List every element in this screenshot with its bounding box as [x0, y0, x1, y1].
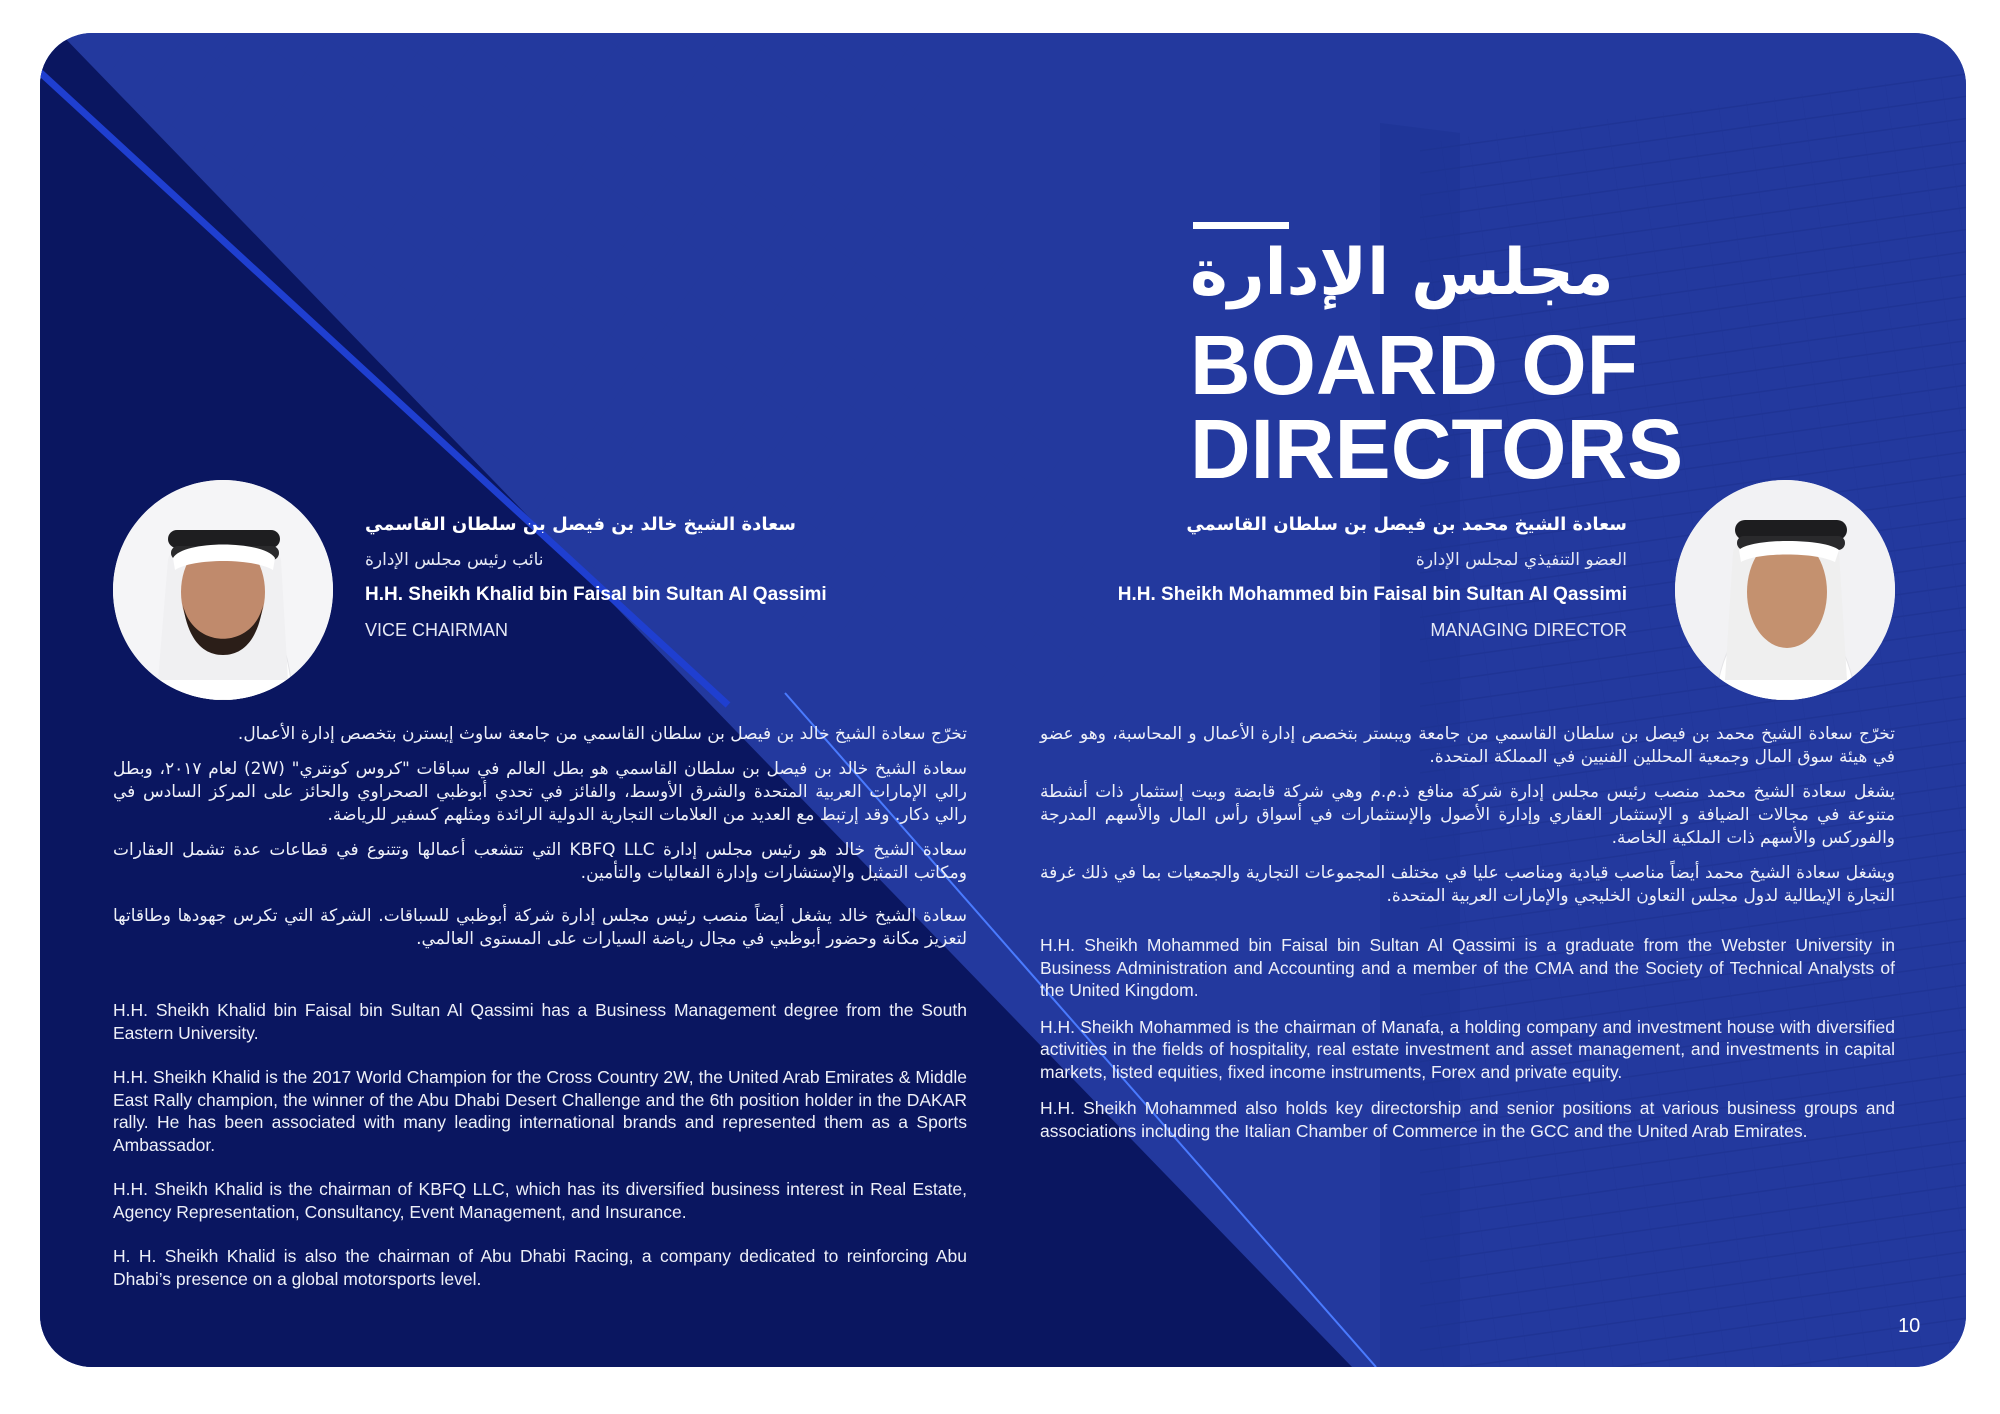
page-title — [1190, 318, 1684, 496]
bio-paragraph: H.H. Sheikh Khalid is the 2017 World Champion for the Cross Country 2W, the United Arab Emirates & Middle East Rally champion, the winner of the Abu Dhabi Desert Challenge and the 6th position holder in the DAKAR rally. He has been associated with many leading international brands and represented them as a Sports Ambassador. — [113, 1067, 967, 1155]
director-name-arabic: سعادة الشيخ خالد بن فيصل بن سلطان القاسمي — [365, 514, 796, 535]
bio-paragraph-arabic: تخرّج سعادة الشيخ محمد بن فيصل بن سلطان القاسمي من جامعة ويبستر بتخصص إدارة الأعمال و المحاسبة، وهو عضو في هيئة سوق المال وجمعية المحللين الفنيين في المملكة المتحدة. — [1040, 724, 1895, 767]
bio-column-vice-chairman — [113, 723, 967, 1312]
director-header-managing-director — [1040, 513, 1627, 642]
bio-column-managing-director — [1040, 723, 1895, 1156]
bio-paragraph: H.H. Sheikh Khalid is the chairman of KBFQ LLC, which has its diversified business interest in Real Estate, Agency Representation, Consultancy, Event Management, and Insurance. — [113, 1179, 967, 1222]
bio-paragraph: H.H. Sheikh Mohammed also holds key directorship and senior positions at various business groups and associations including the Italian Chamber of Commerce in the GCC and the United Arab Emirates. — [1040, 1098, 1895, 1141]
bio-paragraph-arabic: سعادة الشيخ خالد بن فيصل بن سلطان القاسمي هو بطل العالم في سباقات "كروس كونتري" (2W) لعام ٢٠١٧، وبطل رالي الإمارات العربية المتحدة والشرق الأوسط، والفائز في تحدي أبوظبي الصحراوي والحائز على المركز السادس في رالي دكار. وقد إرتبط مع العديد من العلامات التجارية الدولية الرائدة ومثلهم كسفير للرياضة. — [113, 759, 968, 825]
bio-paragraph-arabic: تخرّج سعادة الشيخ خالد بن فيصل بن سلطان القاسمي من جامعة ساوث إيسترن بتخصص إدارة الأعمال. — [237, 724, 967, 744]
director-role: MANAGING DIRECTOR — [1430, 620, 1627, 640]
bio-paragraph: H.H. Sheikh Mohammed is the chairman of Manafa, a holding company and investment house with diversified activities in the fields of hospitality, real estate investment and asset management, and investments in capital markets, listed equities, fixed income instruments, Forex and private equity. — [1040, 1016, 1895, 1082]
director-name: H.H. Sheikh Khalid bin Faisal bin Sultan Al Qassimi — [365, 584, 827, 605]
director-role-arabic: نائب رئيس مجلس الإدارة — [365, 550, 544, 570]
bio-english — [113, 999, 967, 1290]
page-title-arabic: مجلس الإدارة — [1190, 236, 1614, 310]
bio-arabic — [1040, 723, 1895, 908]
bio-paragraph: H.H. Sheikh Khalid bin Faisal bin Sultan Al Qassimi has a Business Management degree from the South Eastern University. — [113, 1000, 967, 1043]
page-title-line-1: BOARD OF — [1190, 318, 1638, 412]
page-spread — [40, 33, 1966, 1367]
director-role-arabic: العضو التنفيذي لمجلس الإدارة — [1415, 550, 1627, 570]
portrait-managing-director — [1675, 480, 1895, 700]
director-header-vice-chairman — [365, 513, 905, 642]
bio-paragraph-arabic: سعادة الشيخ خالد هو رئيس مجلس إدارة KBFQ LLC التي تتشعب أعمالها وتتنوع في قطاعات عدة تشمل العقارات ومكاتب التمثيل والإستشارات وإدارة الفعاليات والتأمين. — [113, 840, 967, 883]
bio-paragraph-arabic: سعادة الشيخ خالد يشغل أيضاً منصب رئيس مجلس إدارة شركة أبوظبي للسباقات. الشركة التي تكرس جهودها وطاقاتها لتعزيز مكانة وحضور أبوظبي في مجال رياضة السيارات على المستوى العالمي. — [113, 906, 967, 949]
bio-paragraph-arabic: يشغل سعادة الشيخ محمد منصب رئيس مجلس إدارة شركة منافع ذ.م.م وهي شركة قابضة وبيت إستثمار ذات أنشطة متنوعة في مجالات الضيافة و الإستثمار العقاري وإدارة الأصول والإستثمارات في أسواق رأس المال والأسهم المدرجة والفوركس والأسهم ذات الملكية الخاصة. — [1040, 782, 1895, 848]
page-title-line-2: DIRECTORS — [1190, 402, 1684, 496]
director-role: VICE CHAIRMAN — [365, 620, 509, 640]
person-photo-icon — [113, 480, 333, 700]
title-accent-bar — [1193, 222, 1289, 229]
director-name-arabic: سعادة الشيخ محمد بن فيصل بن سلطان القاسمي — [1186, 514, 1627, 535]
person-photo-icon — [1675, 480, 1895, 700]
bio-paragraph-arabic: ويشغل سعادة الشيخ محمد أيضاً مناصب قيادية ومناصب عليا في مختلف المجموعات التجارية والجمعيات بما في ذلك غرفة التجارة الإيطالية لدول مجلس التعاون الخليجي والإمارات العربية المتحدة. — [1040, 863, 1895, 906]
bio-paragraph: H.H. Sheikh Mohammed bin Faisal bin Sultan Al Qassimi is a graduate from the Webster University in Business Administration and Accounting and a member of the CMA and the Society of Technical Analysts of the United Kingdom. — [1040, 935, 1895, 1000]
director-name: H.H. Sheikh Mohammed bin Faisal bin Sultan Al Qassimi — [1117, 584, 1627, 605]
portrait-vice-chairman — [113, 480, 333, 700]
page-number: 10 — [1898, 1315, 1921, 1337]
bio-english — [1040, 934, 1895, 1142]
bio-arabic — [113, 723, 967, 951]
bio-paragraph: H. H. Sheikh Khalid is also the chairman of Abu Dhabi Racing, a company dedicated to reinforcing Abu Dhabi’s presence on a global motorsports level. — [113, 1246, 967, 1289]
